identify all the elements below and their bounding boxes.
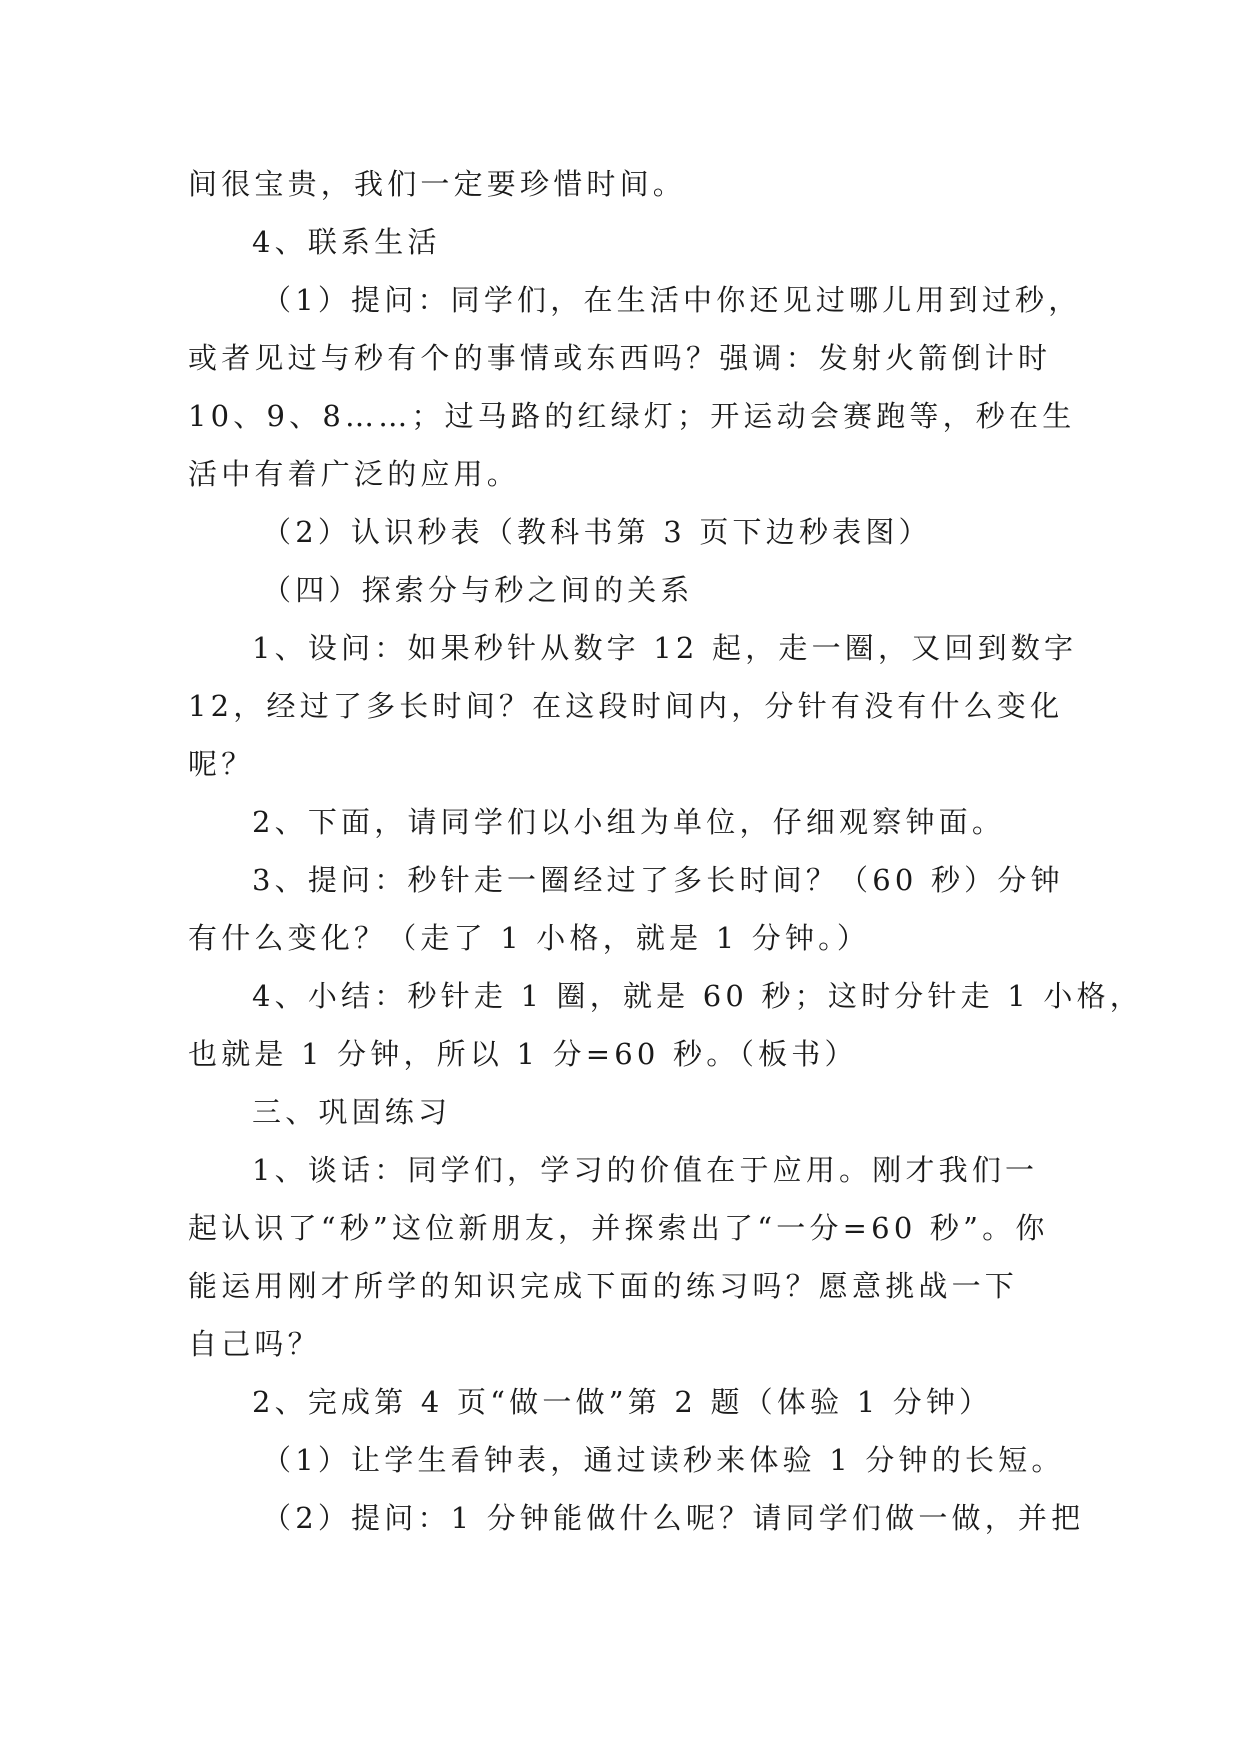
text-line: 也就是 1 分钟，所以 1 分=60 秒。（板书） bbox=[188, 1037, 858, 1071]
text-line: （1）提问：同学们，在生活中你还见过哪儿用到过秒， bbox=[262, 283, 1082, 317]
text-line: （2）提问：1 分钟能做什么呢？请同学们做一做，并把 bbox=[262, 1501, 1085, 1535]
text-line: 4、小结：秒针走 1 圈，就是 60 秒；这时分针走 1 小格， bbox=[252, 979, 1143, 1013]
text-line: 间很宝贵，我们一定要珍惜时间。 bbox=[188, 167, 687, 201]
text-line: 有什么变化？（走了 1 小格，就是 1 分钟。） bbox=[188, 921, 871, 955]
text-line: 12，经过了多长时间？在这段时间内，分针有没有什么变化 bbox=[188, 689, 1064, 723]
section-heading: 4、联系生活 bbox=[252, 225, 441, 259]
text-line: 1、设问：如果秒针从数字 12 起，走一圈，又回到数字 bbox=[252, 631, 1078, 665]
text-line: 能运用刚才所学的知识完成下面的练习吗？愿意挑战一下 bbox=[188, 1269, 1019, 1303]
text-line: （1）让学生看钟表，通过读秒来体验 1 分钟的长短。 bbox=[262, 1443, 1065, 1477]
text-line: 2、下面，请同学们以小组为单位，仔细观察钟面。 bbox=[252, 805, 1006, 839]
text-line: 起认识了“秒”这位新朋友，并探索出了“一分=60 秒”。你 bbox=[188, 1211, 1049, 1245]
section-heading: （四）探索分与秒之间的关系 bbox=[262, 573, 694, 607]
text-line: （2）认识秒表（教科书第 3 页下边秒表图） bbox=[262, 515, 932, 549]
text-line: 10、9、8……；过马路的红绿灯；开运动会赛跑等，秒在生 bbox=[188, 399, 1076, 433]
text-line: 1、谈话：同学们，学习的价值在于应用。刚才我们一 bbox=[252, 1153, 1039, 1187]
text-line: 自己吗？ bbox=[188, 1327, 321, 1361]
text-line: 呢？ bbox=[188, 747, 255, 781]
text-line: 2、完成第 4 页“做一做”第 2 题（体验 1 分钟） bbox=[252, 1385, 993, 1419]
text-line: 或者见过与秒有个的事情或东西吗？强调：发射火箭倒计时 bbox=[188, 341, 1052, 375]
text-line: 活中有着广泛的应用。 bbox=[188, 457, 521, 491]
section-heading: 三、巩固练习 bbox=[252, 1095, 452, 1129]
text-line: 3、提问：秒针走一圈经过了多长时间？（60 秒）分钟 bbox=[252, 863, 1064, 897]
